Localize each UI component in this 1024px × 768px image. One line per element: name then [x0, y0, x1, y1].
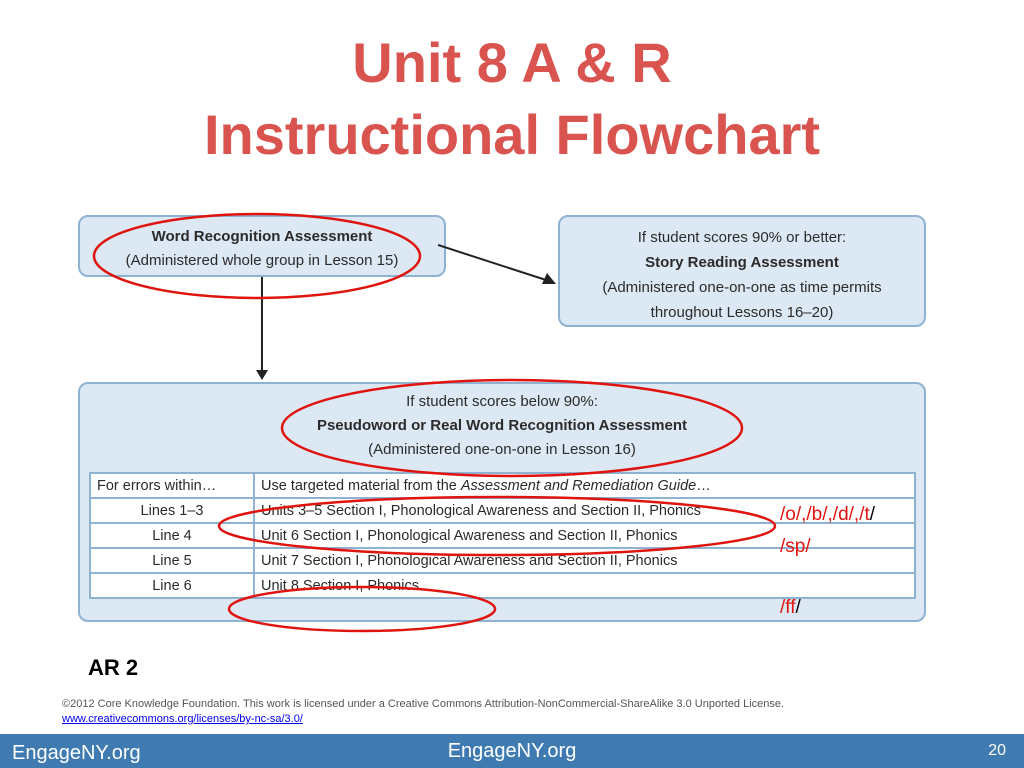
word-recognition-box — [78, 215, 446, 277]
phoneme-note-line1: /o/,/b/,/d/,/t/ — [780, 504, 876, 525]
story-reading-note-1: (Administered one-on-one as time permits — [602, 279, 882, 296]
row-lines: Line 4 — [90, 523, 254, 548]
page-number: 20 — [988, 742, 1006, 759]
row-material: Unit 7 Section I, Phonological Awareness and Section II, Phonics — [254, 548, 915, 573]
ar-label: AR 2 — [88, 655, 139, 680]
story-reading-condition: If student scores 90% or better: — [637, 229, 847, 246]
row-material: Units 3–5 Section I, Phonological Awareness and Section II, Phonics — [254, 498, 915, 523]
flowchart-image — [68, 200, 934, 626]
right-arrow-icon — [438, 240, 563, 300]
footer-left-text: EngageNY.org — [12, 742, 141, 764]
row-lines: Line 6 — [90, 573, 254, 598]
word-recognition-title: Word Recognition Assessment — [151, 228, 373, 245]
row-lines: Line 5 — [90, 548, 254, 573]
story-reading-title: Story Reading Assessment — [645, 254, 839, 271]
footer-center-text: EngageNY.org — [447, 740, 577, 762]
row-material: Unit 8 Section I, Phonics — [254, 573, 915, 598]
story-reading-note-2: throughout Lessons 16–20) — [650, 304, 834, 321]
slide-title-line1: Unit 8 A & R — [352, 31, 672, 94]
down-arrow-icon — [256, 370, 268, 380]
phoneme-note-line2: /sp/ — [780, 536, 811, 557]
down-connector — [261, 277, 263, 373]
pseudoword-note: (Administered one-on-one in Lesson 16) — [368, 441, 636, 458]
story-reading-box — [558, 215, 926, 327]
row-lines: Lines 1–3 — [90, 498, 254, 523]
row-material: Unit 6 Section I, Phonological Awareness and Section II, Phonics — [254, 523, 915, 548]
phoneme-note-line3: /ff/ — [780, 597, 801, 618]
license-link[interactable]: www.creativecommons.org/licenses/by-nc-sa/3.0/ — [62, 713, 303, 725]
table-row — [90, 573, 915, 598]
word-recognition-note: (Administered whole group in Lesson 15) — [125, 252, 399, 269]
header-targeted-material: Use targeted material from the Assessment and Remediation Guide… — [254, 473, 915, 498]
pseudoword-title: Pseudoword or Real Word Recognition Assessment — [316, 417, 688, 434]
slide-title-line2: Instructional Flowchart — [203, 103, 821, 166]
header-errors-within: For errors within… — [90, 473, 254, 498]
license-text: ©2012 Core Knowledge Foundation. This work is licensed under a Creative Commons Attribution-NonCommercial-ShareAlike 3.0 Unported License. — [62, 698, 785, 710]
pseudoword-condition: If student scores below 90%: — [406, 393, 598, 410]
table-header-row — [90, 473, 915, 498]
pseudoword-box — [78, 382, 926, 622]
